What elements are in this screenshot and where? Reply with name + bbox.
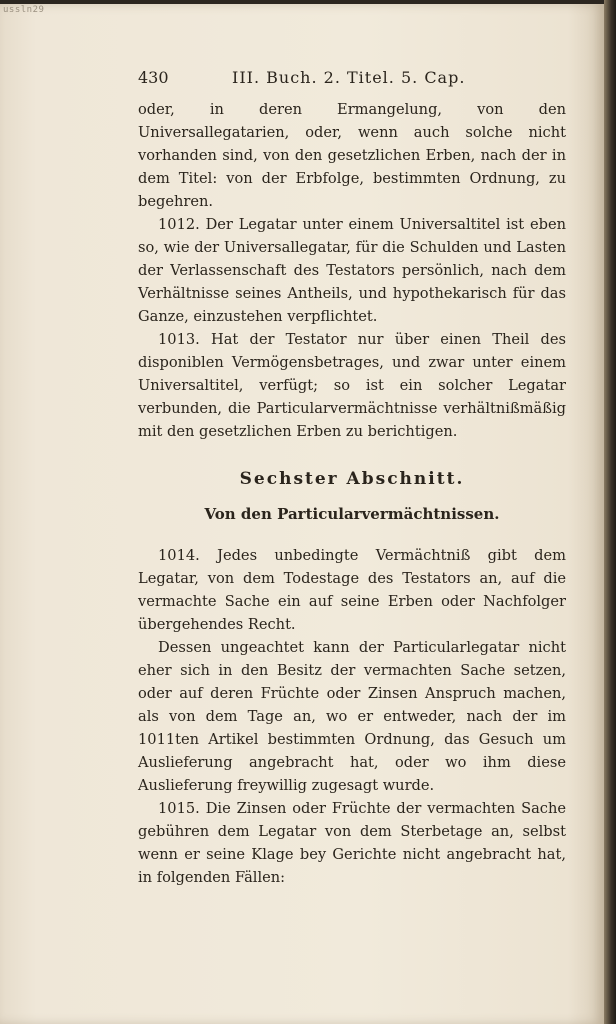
section-spacer <box>138 443 566 467</box>
book-page <box>0 4 604 1024</box>
paragraph-article-1012: 1012. Der Legatar unter einem Universaltitel ist eben so, wie der Universallegatar, für die Schulden und Lasten der Verlassenschaft des Testators persönlich, nach dem Verhältnisse seines Antheils, und hypothekarisch für das Ganze, einzustehen verpflichtet. <box>138 216 566 325</box>
page-edge-shadow <box>604 0 616 1024</box>
paragraph-dessen-ungeachtet: Dessen ungeachtet kann der Particularlegatar nicht eher sich in den Besitz der vermachten Sache setzen, oder auf deren Früchte oder Zinsen Anspruch machen, als von dem Tage an, wo er entweder, nach der im 1011ten Artikel bestimmten Ordnung, das Gesuch um Auslieferung angebracht hat, oder wo ihm diese Auslieferung freywillig zugesagt wurde. <box>138 639 566 794</box>
paragraph-article-1013: 1013. Hat der Testator nur über einen Theil des disponiblen Vermögensbetrages, und zwar unter einem Universaltitel, verfügt; so ist ein solcher Legatar verbunden, die Particularvermächtnisse verhältnißmäßig mit den gesetzlichen Erben zu berichtigen. <box>138 331 566 440</box>
section-spacer-bottom <box>138 526 566 544</box>
running-title: III. Buch. 2. Titel. 5. Cap. <box>232 68 466 87</box>
page-body <box>138 98 566 889</box>
paragraph-article-1015: 1015. Die Zinsen oder Früchte der vermachten Sache gebühren dem Legatar von dem Sterbetage an, selbst wenn er seine Klage bey Gerichte nicht angebracht hat, in folgenden Fällen: <box>138 800 566 886</box>
section-title: Sechster Abschnitt. <box>239 469 465 489</box>
section-subtitle: Von den Particularvermächtnissen. <box>204 505 500 523</box>
paragraph-continuation: oder, in deren Ermangelung, von den Universallegatarien, oder, wenn auch solche nicht vorhanden sind, von den gesetzlichen Erben, nach der in dem Titel: von der Erbfolge, bestimmten Ordnung, zu begehren. <box>138 101 566 210</box>
page-number: 430 <box>138 68 169 87</box>
paragraph-article-1014: 1014. Jedes unbedingte Vermächtniß gibt dem Legatar, von dem Todestage des Testators an, auf die vermachte Sache ein auf seine Erben oder Nachfolger übergehendes Recht. <box>138 547 566 633</box>
scan-label: ussln29 <box>3 5 45 15</box>
